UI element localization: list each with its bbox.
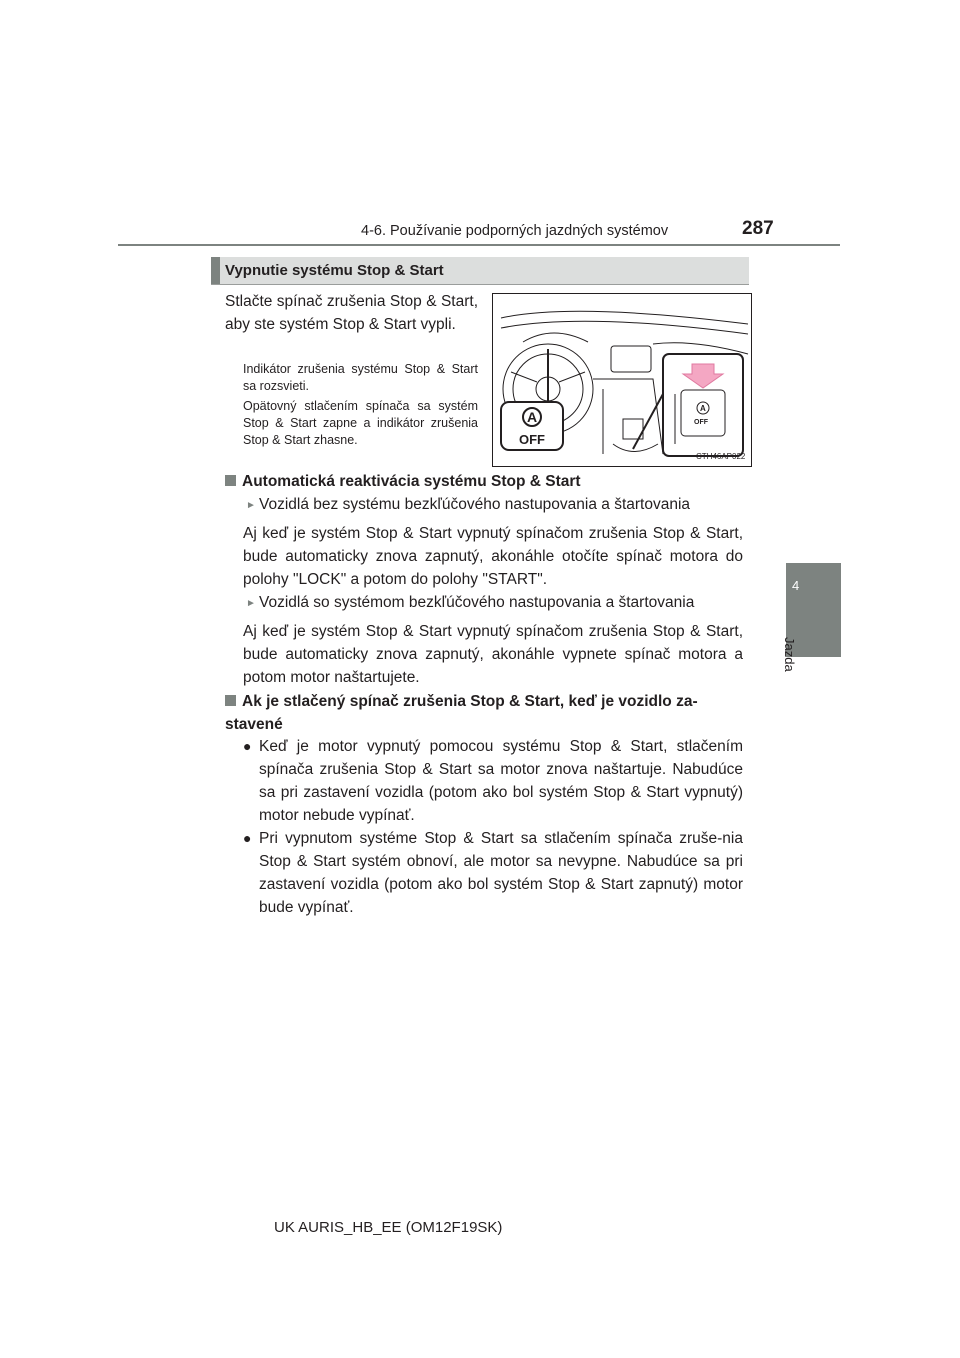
figure-letter-large: A xyxy=(527,409,538,425)
square-bullet-icon xyxy=(225,695,236,706)
square-bullet-icon xyxy=(225,475,236,486)
section-intro: Stlačte spínač zrušenia Stop & Start, aby ste systém Stop & Start vypli. xyxy=(225,293,478,333)
stopped-bullet-2: Pri vypnutom systéme Stop & Start sa stlačením spínača zruše-nia Stop & Start systém obnoví, ale motor sa nevypne. Nabudúce sa pri zastavení vozidla (potom ako bol systém Stop & Start zapnutý) motor bude vypínať. xyxy=(259,830,743,916)
stopped-heading: Ak je stlačený spínač zrušenia Stop & Start, keď je vozidlo za-stavené xyxy=(225,693,698,733)
round-bullet-icon: ● xyxy=(243,830,252,846)
figure-off-large: OFF xyxy=(519,432,545,447)
section-title: Vypnutie systému Stop & Start xyxy=(225,262,444,279)
page-number: 287 xyxy=(742,218,774,239)
figure-code: CTH46AP022 xyxy=(696,452,746,461)
header-title: 4-6. Používanie podporných jazdných systémov xyxy=(361,223,669,239)
footer-code: UK AURIS_HB_EE (OM12F19SK) xyxy=(274,1219,503,1236)
round-bullet-icon: ● xyxy=(243,738,252,754)
section-underline xyxy=(211,284,749,285)
stopped-bullet-1: Keď je motor vypnutý pomocou systému Stop & Start, stlačením spínača zrušenia Stop & Start sa motor znova naštartuje. Nabudúce sa pri zastavení vozidla (potom ako bol systém Stop & Start vypnutý) motor nebude vypínať. xyxy=(259,738,743,824)
section-marker xyxy=(211,257,220,285)
reactivation-item-2-title: Vozidlá so systémom bezkľúčového nastupovania a štartovania xyxy=(259,594,695,611)
note-indicator-on: Indikátor zrušenia systému Stop & Start sa rozsvieti. xyxy=(243,362,478,393)
chapter-number: 4 xyxy=(792,578,800,593)
triangle-bullet-icon: ► xyxy=(246,500,256,511)
note-indicator-off: Opätovný stlačením spínača sa systém Stop & Start zapne a indikátor zrušenia Stop & Start zhasne. xyxy=(243,399,478,447)
figure-letter-small: A xyxy=(700,404,706,413)
reactivation-item-2-text: Aj keď je systém Stop & Start vypnutý spínačom zrušenia Stop & Start, bude automaticky znova zapnutý, akonáhle vypnete spínač motora a potom motor naštartujete. xyxy=(243,623,743,686)
reactivation-heading: Automatická reaktivácia systému Stop & Start xyxy=(225,470,581,493)
dashboard-figure xyxy=(492,293,752,467)
figure-off-small: OFF xyxy=(694,419,708,426)
dashboard-illustration xyxy=(493,294,751,466)
chapter-label: Jazda xyxy=(782,637,797,672)
reactivation-item-1-title: Vozidlá bez systému bezkľúčového nastupovania a štartovania xyxy=(259,496,691,513)
triangle-bullet-icon: ► xyxy=(246,598,256,609)
reactivation-item-1-text: Aj keď je systém Stop & Start vypnutý spínačom zrušenia Stop & Start, bude automaticky znova zapnutý, akonáhle otočíte spínač motora do polohy "LOCK" a potom do polohy "START". xyxy=(243,525,743,588)
header-divider xyxy=(118,244,840,246)
